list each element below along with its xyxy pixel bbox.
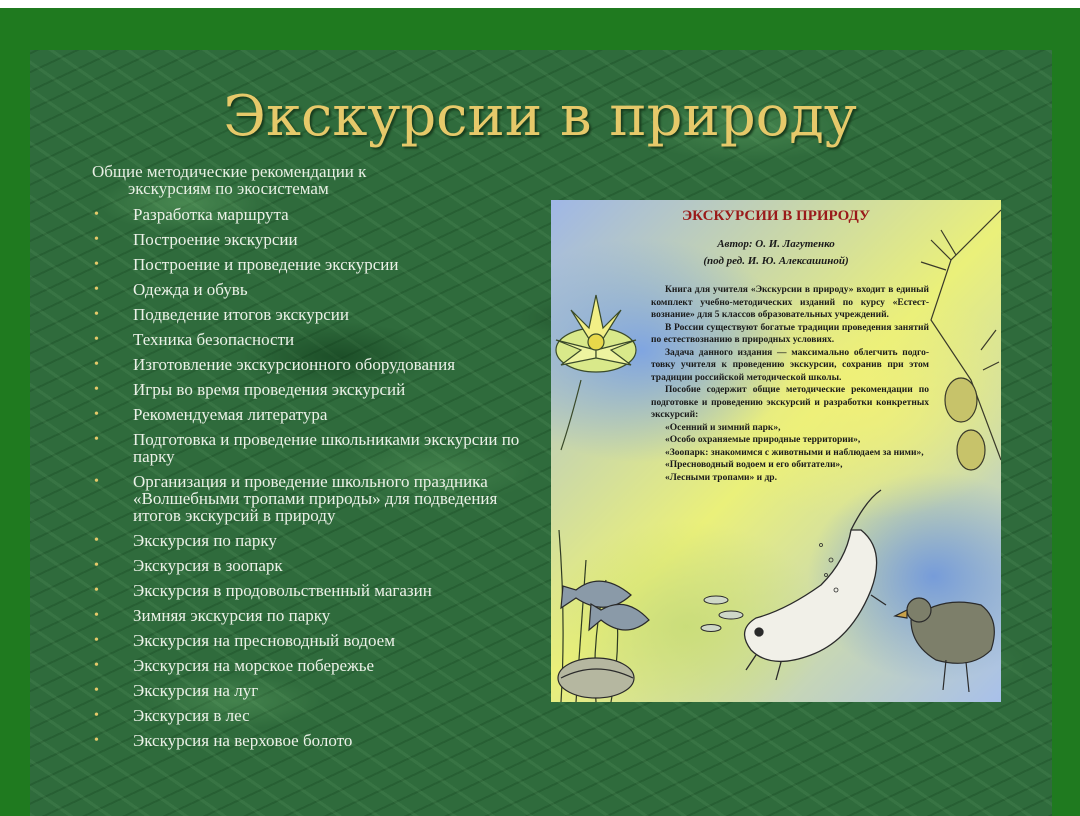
list-item-label: Экскурсия на морское побережье bbox=[133, 656, 375, 675]
list-item-label: Экскурсия в лес bbox=[133, 706, 250, 725]
list-item bbox=[92, 607, 532, 624]
list-item-label: Одежда и обувь bbox=[133, 280, 248, 299]
bullet-icon: • bbox=[94, 257, 99, 272]
list-item-label: Изготовление экскурсионного оборудования bbox=[133, 355, 456, 374]
bullet-icon: • bbox=[94, 407, 99, 422]
bullet-icon: • bbox=[94, 432, 99, 447]
list-item-label: Игры во время проведения экскурсий bbox=[133, 380, 406, 399]
bullet-icon: • bbox=[94, 533, 99, 548]
bullet-icon: • bbox=[94, 474, 99, 489]
intro-line-1: Общие методические рекомендации к bbox=[92, 162, 367, 181]
list-item-label: Рекомендуемая литература bbox=[133, 405, 328, 424]
list-item bbox=[92, 707, 532, 724]
bullet-icon: • bbox=[94, 307, 99, 322]
book-cover bbox=[551, 200, 1001, 702]
list-item bbox=[92, 473, 532, 524]
list-item-label: Зимняя экскурсия по парку bbox=[133, 606, 331, 625]
list-item-label: Экскурсия на верховое болото bbox=[133, 731, 353, 750]
bullet-icon: • bbox=[94, 558, 99, 573]
book-list-item: «Осенний и зимний парк», bbox=[665, 422, 781, 433]
bullet-icon: • bbox=[94, 608, 99, 623]
bullet-icon: • bbox=[94, 282, 99, 297]
book-excursion-list bbox=[651, 422, 929, 485]
intro-line-2: экскурсиям по экосистемам bbox=[128, 179, 329, 198]
book-paragraph-3: Задача данного издания — максимально облегчить подготовку учителя к проведению экскурсии, сохранив при этом традиции российской методической школы. bbox=[651, 347, 929, 383]
book-author-block bbox=[551, 236, 1001, 270]
book-paragraph-1: Книга для учителя «Экскурсии в природу» входит в единый комплект учебно-методических изданий по курсу «Естествознание» для 5 классов образовательных учреждений. bbox=[651, 285, 929, 320]
list-item bbox=[92, 356, 532, 373]
bullet-icon: • bbox=[94, 733, 99, 748]
book-paragraph-2: В России существуют богатые традиции проведения занятий по естествознанию в природных условиях. bbox=[651, 322, 929, 345]
intro-text bbox=[92, 163, 512, 197]
book-list-item: «Особо охраняемые природные территории», bbox=[665, 435, 861, 445]
bullet-icon: • bbox=[94, 332, 99, 347]
shell-icon bbox=[558, 658, 634, 698]
list-item bbox=[92, 657, 532, 674]
bullet-icon: • bbox=[94, 633, 99, 648]
bullet-icon: • bbox=[94, 658, 99, 673]
water-lily-icon bbox=[556, 295, 636, 450]
list-item bbox=[92, 582, 532, 599]
list-item bbox=[92, 682, 532, 699]
duck-icon bbox=[895, 598, 994, 692]
list-item-label: Разработка маршрута bbox=[133, 205, 289, 224]
book-list-item: «Зоопарк: знакомимся с животными и наблюдаем за ними», bbox=[665, 447, 924, 458]
list-item-label: Экскурсия в зоопарк bbox=[133, 556, 283, 575]
list-item bbox=[92, 231, 532, 248]
otter-icon bbox=[745, 490, 886, 680]
book-annotation bbox=[651, 284, 929, 484]
book-editor: (под ред. И. Ю. Алексашиной) bbox=[703, 255, 849, 267]
book-list-item: «Пресноводный водоем и его обитатели», bbox=[665, 460, 843, 470]
list-item-label: Экскурсия на пресноводный водоем bbox=[133, 631, 395, 650]
bullet-icon: • bbox=[94, 232, 99, 247]
list-item bbox=[92, 281, 532, 298]
list-item-label: Построение и проведение экскурсии bbox=[133, 255, 399, 274]
list-item bbox=[92, 381, 532, 398]
bullet-icon: • bbox=[94, 583, 99, 598]
list-item bbox=[92, 532, 532, 549]
book-author: Автор: О. И. Лагутенко bbox=[717, 238, 835, 250]
list-item-label: Построение экскурсии bbox=[133, 230, 298, 249]
list-item-label: Экскурсия в продовольственный магазин bbox=[133, 581, 432, 600]
bullet-icon: • bbox=[94, 207, 99, 222]
book-paragraph-4: Пособие содержит общие методические рекомендации по подготовке и проведению экскурсий и разработки конкретных экскурсий: bbox=[651, 385, 929, 420]
bullet-icon: • bbox=[94, 382, 99, 397]
list-item-label: Подведение итогов экскурсии bbox=[133, 305, 349, 324]
bullet-icon: • bbox=[94, 357, 99, 372]
list-item bbox=[92, 306, 532, 323]
list-item bbox=[92, 557, 532, 574]
list-item bbox=[92, 331, 532, 348]
list-item-label: Экскурсия на луг bbox=[133, 681, 259, 700]
small-fish-icon bbox=[701, 596, 743, 632]
bullet-icon: • bbox=[94, 683, 99, 698]
list-item bbox=[92, 206, 532, 223]
book-list-item: «Лесными тропами» и др. bbox=[665, 472, 777, 483]
list-item-label: Техника безопасности bbox=[133, 330, 295, 349]
list-item-label: Экскурсия по парку bbox=[133, 531, 277, 550]
list-item bbox=[92, 431, 532, 465]
bullet-icon: • bbox=[94, 708, 99, 723]
list-item bbox=[92, 406, 532, 423]
topic-list bbox=[92, 206, 532, 757]
list-item-label: Организация и проведение школьного праздника «Волшебными тропами природы» для подведения итогов экскурсий в природу bbox=[133, 472, 498, 525]
list-item bbox=[92, 732, 532, 749]
list-item-label: Подготовка и проведение школьниками экскурсии по парку bbox=[133, 430, 520, 466]
fish-icon bbox=[561, 581, 649, 630]
slide-title: Экскурсии в природу bbox=[223, 84, 857, 149]
book-title: ЭКСКУРСИИ В ПРИРОДУ bbox=[681, 208, 871, 224]
list-item bbox=[92, 256, 532, 273]
list-item bbox=[92, 632, 532, 649]
